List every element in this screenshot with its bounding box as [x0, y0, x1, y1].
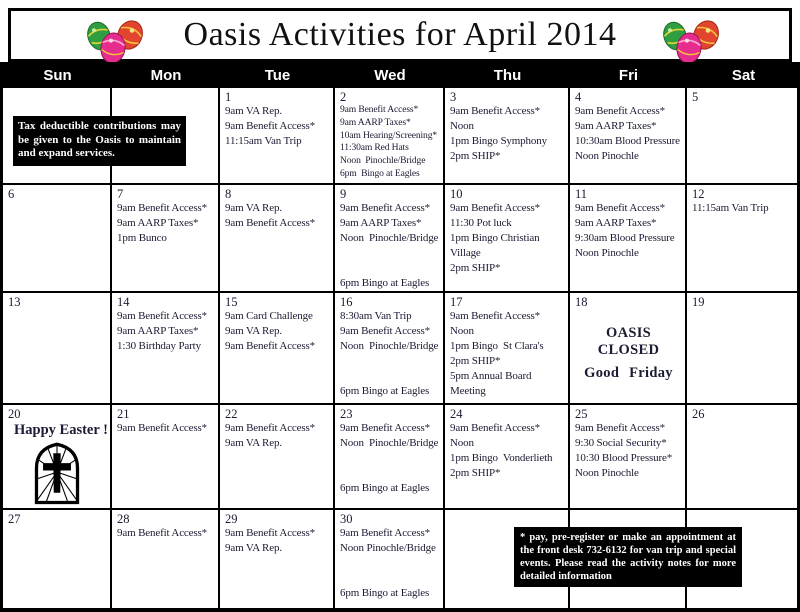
date-number: 2 — [340, 90, 347, 104]
date-number: 4 — [575, 90, 582, 104]
day-cell-13 — [3, 293, 112, 405]
day-cell-7 — [112, 185, 220, 293]
day-cell-19 — [687, 293, 797, 405]
event-line: 9am AARP Taxes* — [340, 217, 422, 229]
date-number: 7 — [117, 187, 124, 201]
event-line: Noon Pinochle/Bridge — [340, 232, 439, 244]
event-line: 10:30 Blood Pressure* — [575, 452, 673, 464]
day-cell-17 — [445, 293, 570, 405]
event-line: 1pm Bingo St Clara's — [450, 340, 544, 352]
event-line: Noon Pinochle — [575, 247, 639, 259]
event-line: 9am AARP Taxes* — [340, 116, 411, 128]
date-number: 1 — [225, 90, 232, 104]
event-line: Noon Pinochle/Bridge — [340, 340, 439, 352]
page-title: Oasis Activities for April 2014 — [183, 16, 617, 53]
event-line: 9am Benefit Access* — [575, 202, 666, 214]
event-line: 9am Benefit Access* — [340, 422, 431, 434]
date-number: 18 — [575, 295, 588, 309]
event-line: 6pm Bingo at Eagles — [340, 385, 430, 397]
event-line: 5pm Annual Board Meeting — [450, 370, 534, 397]
event-line: 9am AARP Taxes* — [117, 217, 199, 229]
date-number: 27 — [8, 512, 21, 526]
event-line: 9am Benefit Access* — [225, 340, 316, 352]
day-cell-27 — [3, 510, 112, 608]
date-number: 6 — [8, 187, 15, 201]
easter-eggs-icon — [83, 15, 147, 67]
event-line: 2pm SHIP* — [450, 467, 501, 479]
day-header-wed: Wed — [374, 66, 406, 84]
event-line: 9am Benefit Access* — [117, 202, 208, 214]
date-number: 8 — [225, 187, 232, 201]
event-line: 2pm SHIP* — [450, 355, 501, 367]
day-cell-6 — [3, 185, 112, 293]
event-line: 9am Benefit Access* — [117, 310, 208, 322]
event-line: Noon — [450, 120, 474, 132]
event-line: 9am Benefit Access* — [340, 325, 431, 337]
event-line: 9am Benefit Access* — [117, 527, 208, 539]
event-line: 9am VA Rep. — [225, 437, 282, 449]
day-header-mon: Mon — [150, 66, 182, 84]
event-line: 9:30 Social Security* — [575, 437, 667, 449]
day-cell-9 — [335, 185, 445, 293]
date-number: 24 — [450, 407, 463, 421]
event-line: 9am Benefit Access* — [575, 422, 666, 434]
date-number: 22 — [225, 407, 238, 421]
date-number: 17 — [450, 295, 463, 309]
day-cell-18 — [570, 293, 687, 405]
event-spacer — [340, 451, 440, 466]
event-line: Noon Pinochle — [575, 150, 639, 162]
date-number: 19 — [692, 295, 705, 309]
event-line: 9am Benefit Access* — [225, 217, 316, 229]
event-line: 9am Benefit Access* — [340, 202, 431, 214]
day-cell-11 — [570, 185, 687, 293]
event-spacer — [340, 556, 440, 571]
date-number: 21 — [117, 407, 130, 421]
day-cell-8 — [220, 185, 335, 293]
event-line: 9am Benefit Access* — [117, 422, 208, 434]
day-cell-14 — [112, 293, 220, 405]
event-line: 9am Benefit Access* — [340, 527, 431, 539]
appointment-note: * pay, pre-register or make an appointment at the front desk 732-6132 for van trip and special events. Please read the activity notes for more detailed information — [514, 527, 742, 587]
event-line: 9am VA Rep. — [225, 202, 282, 214]
date-number: 11 — [575, 187, 588, 201]
date-number: 3 — [450, 90, 457, 104]
event-line: 9am VA Rep. — [225, 325, 282, 337]
day-cell-2 — [335, 88, 445, 185]
day-cell-10 — [445, 185, 570, 293]
day-cell-20 — [3, 405, 112, 510]
easter-eggs-icon — [659, 15, 723, 67]
event-line: 9am Card Challenge — [225, 310, 313, 322]
oasis-closed-text: OASIS CLOSED — [597, 325, 660, 358]
event-line: Noon Pinochle — [575, 467, 639, 479]
day-cell-12 — [687, 185, 797, 293]
event-line: 2pm SHIP* — [450, 262, 501, 274]
event-line: 9am Benefit Access* — [340, 104, 419, 115]
date-number — [8, 90, 107, 104]
happy-easter-text: Happy Easter ! — [14, 422, 108, 438]
event-line: 9am Benefit Access* — [450, 310, 541, 322]
event-line: 6pm Bingo at Eagles — [340, 167, 420, 179]
day-cell-21 — [112, 405, 220, 510]
event-spacer — [340, 369, 440, 384]
event-line: 1pm Bingo Symphony — [450, 135, 547, 147]
day-cell-25 — [570, 405, 687, 510]
title-box — [8, 8, 792, 62]
day-header-fri: Fri — [618, 66, 639, 84]
event-line: 9am VA Rep. — [225, 105, 282, 117]
day-cell-16 — [335, 293, 445, 405]
event-line: 11:30am Red Hats — [340, 142, 409, 154]
day-cell-5 — [687, 88, 797, 185]
event-line: 10:30am Blood Pressure — [575, 135, 680, 147]
event-line: 11:30 Pot luck — [450, 217, 512, 229]
day-header-sat: Sat — [731, 66, 756, 84]
date-number: 13 — [8, 295, 21, 309]
date-number — [692, 512, 794, 526]
event-line: 6pm Bingo at Eagles — [340, 277, 430, 289]
date-number: 20 — [8, 407, 21, 421]
day-header-sun: Sun — [43, 66, 72, 84]
event-line: 9am Benefit Access* — [450, 105, 541, 117]
day-cell-24 — [445, 405, 570, 510]
date-number: 9 — [340, 187, 347, 201]
event-line: 1pm Bingo Christian Village — [450, 232, 542, 259]
event-line: 9:30am Blood Pressure — [575, 232, 675, 244]
event-line: 9am VA Rep. — [225, 542, 282, 554]
event-line: 9am AARP Taxes* — [575, 217, 657, 229]
day-cell-3 — [445, 88, 570, 185]
event-line: 9am AARP Taxes* — [117, 325, 199, 337]
event-spacer — [340, 246, 440, 261]
day-cell-23 — [335, 405, 445, 510]
event-line: Noon Pinochle/Bridge — [340, 437, 439, 449]
good-friday-text: Good Friday — [584, 365, 673, 381]
day-header-tue: Tue — [264, 66, 291, 84]
date-number: 25 — [575, 407, 588, 421]
day-cell-22 — [220, 405, 335, 510]
day-cell-1 — [220, 88, 335, 185]
event-spacer — [340, 354, 440, 369]
day-header-thu: Thu — [493, 66, 522, 84]
date-number: 29 — [225, 512, 238, 526]
event-line: 11:15am Van Trip — [692, 202, 769, 214]
date-number — [117, 90, 215, 104]
day-cell-26 — [687, 405, 797, 510]
event-line: 1:30 Birthday Party — [117, 340, 201, 352]
event-spacer — [340, 466, 440, 481]
day-cell-15 — [220, 293, 335, 405]
church-window-cross-icon — [30, 441, 84, 505]
event-line: 6pm Bingo at Eagles — [340, 482, 430, 494]
date-number: 15 — [225, 295, 238, 309]
date-number: 26 — [692, 407, 705, 421]
date-number — [575, 512, 682, 526]
day-cell-4 — [570, 88, 687, 185]
event-line: 10am Hearing/Screening* — [340, 129, 437, 141]
event-line: 9am Benefit Access* — [450, 202, 541, 214]
date-number: 5 — [692, 90, 699, 104]
date-number: 10 — [450, 187, 463, 201]
date-number: 28 — [117, 512, 130, 526]
event-line: 9am AARP Taxes* — [575, 120, 657, 132]
event-line: 2pm SHIP* — [450, 150, 501, 162]
event-line: Noon — [450, 325, 474, 337]
event-line: 9am Benefit Access* — [450, 422, 541, 434]
event-spacer — [340, 571, 440, 586]
day-cell-30 — [335, 510, 445, 608]
date-number: 14 — [117, 295, 130, 309]
event-line: 1pm Bunco — [117, 232, 167, 244]
event-line: Noon Pinochle/Bridge — [340, 155, 426, 167]
day-of-week-bar — [0, 62, 800, 88]
event-line: 9am Benefit Access* — [225, 120, 316, 132]
day-cell-28 — [112, 510, 220, 608]
event-line: Noon Pinochle/Bridge — [340, 542, 436, 554]
event-line: 11:15am Van Trip — [225, 135, 302, 147]
event-spacer — [340, 261, 440, 276]
date-number: 23 — [340, 407, 353, 421]
event-line: 8:30am Van Trip — [340, 310, 412, 322]
event-line: 9am Benefit Access* — [225, 527, 316, 539]
day-cell-29 — [220, 510, 335, 608]
date-number: 30 — [340, 512, 353, 526]
event-line: 9am Benefit Access* — [225, 422, 316, 434]
tax-deductible-note: Tax deductible contributions may be given to the Oasis to maintain and expand services. — [13, 116, 186, 166]
date-number: 12 — [692, 187, 705, 201]
event-line: Noon — [450, 437, 474, 449]
date-number — [450, 512, 565, 526]
event-line: 6pm Bingo at Eagles — [340, 587, 430, 599]
date-number: 16 — [340, 295, 353, 309]
event-line: 1pm Bingo Vonderlieth — [450, 452, 553, 464]
event-line: 9am Benefit Access* — [575, 105, 666, 117]
